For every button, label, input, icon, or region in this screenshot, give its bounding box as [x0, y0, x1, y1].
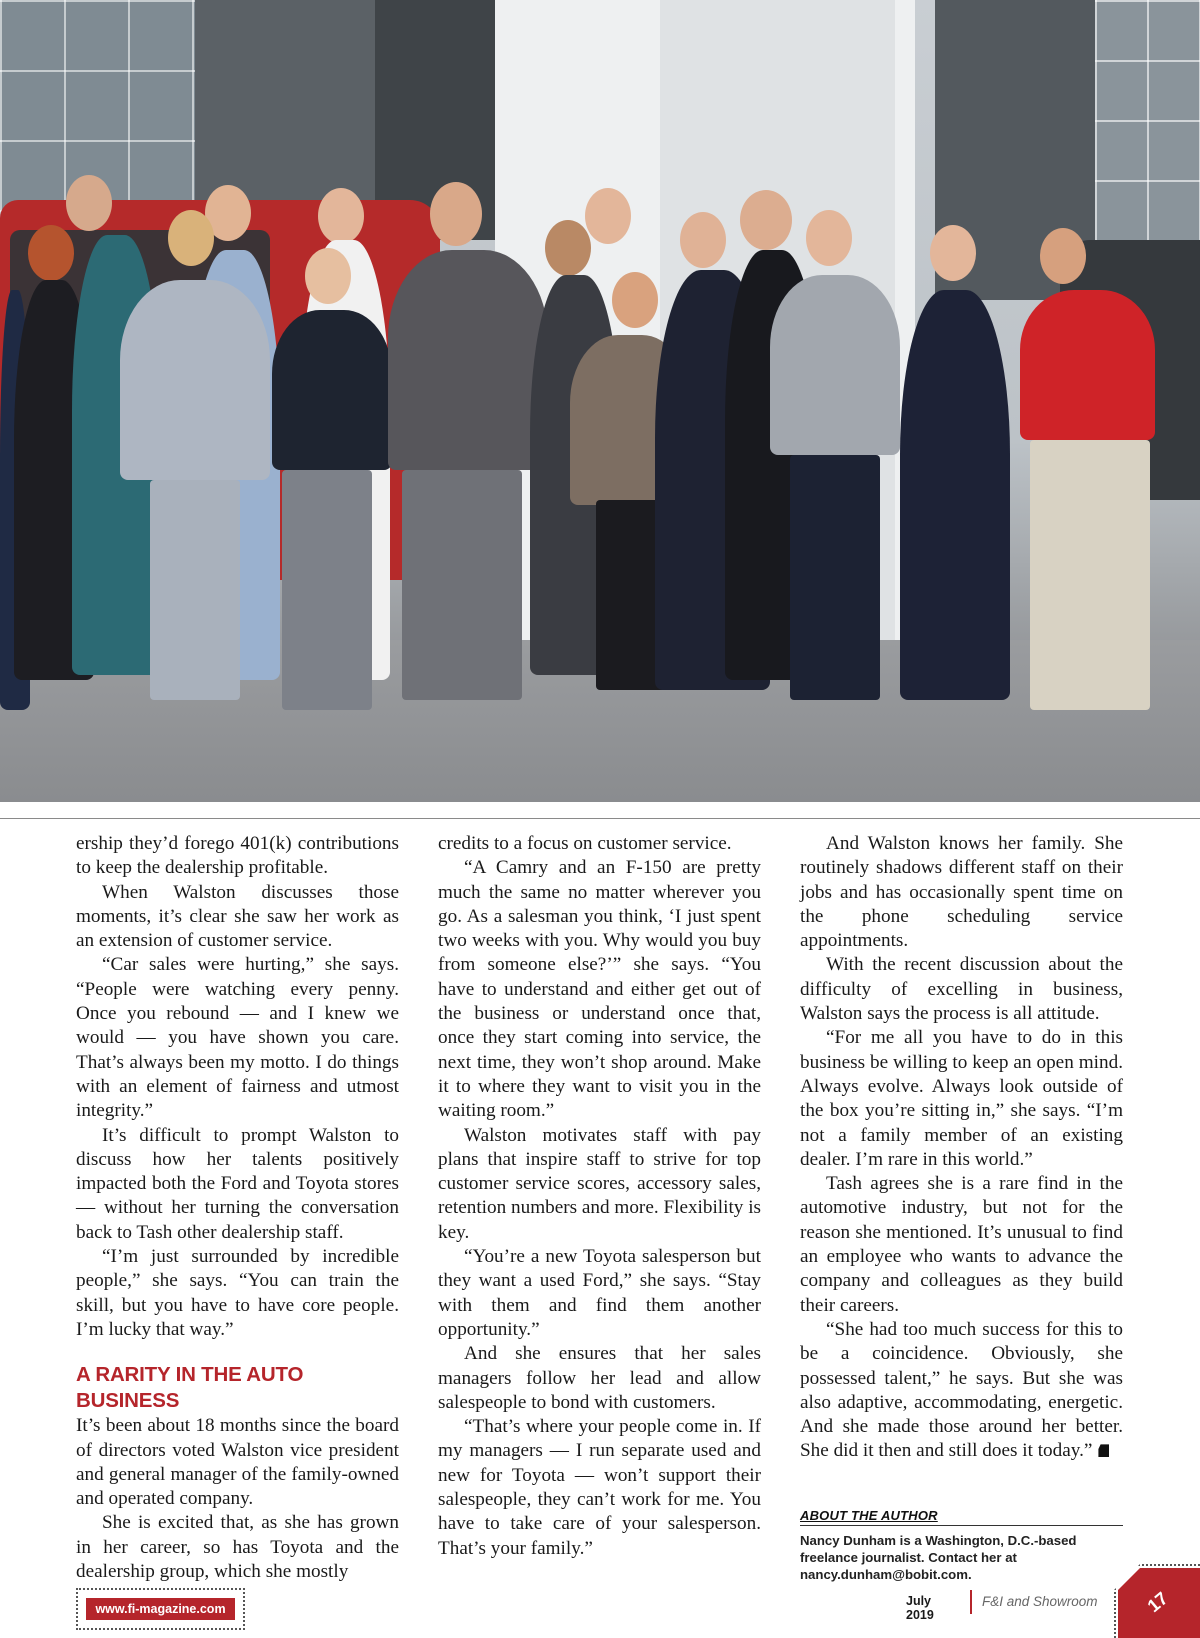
person: [388, 250, 548, 470]
paragraph: And she ensures that her sales managers follow her lead and allow salespeople to bond with customers.: [438, 1343, 761, 1413]
person-head: [545, 220, 591, 276]
person-legs: [1030, 440, 1150, 710]
person: [770, 275, 900, 455]
about-the-author: [800, 1508, 1123, 1583]
footer-date: July 2019: [906, 1594, 934, 1622]
paragraph: It’s difficult to prompt Walston to discuss how her talents positively impacted both the Ford and Toyota stores — without her turning the conversation back to Tash other dealership staff.: [76, 1124, 399, 1243]
person-legs: [150, 480, 240, 700]
about-title: ABOUT THE AUTHOR: [800, 1508, 1123, 1526]
paragraph-text: “She had too much success for this to be a coincidence. Obviously, she possessed talent,” he says. But she was also adaptive, accommodating, energetic. And she made those around her better. She did it then and still does it today.”: [800, 1318, 1123, 1462]
person-legs: [790, 455, 880, 700]
person-head: [1040, 228, 1086, 284]
paragraph: “Car sales were hurting,” she says. “People were watching every penny. Once you rebound — and I knew we would — you have shown you care. That’s always been my motto. I do things with an element of fairness and utmost integrity.”: [76, 954, 399, 1122]
paragraph: She is excited that, as she has grown in her career, so has Toyota and the dealership group, which she mostly: [76, 1512, 399, 1583]
person-head: [930, 225, 976, 281]
paragraph: credits to a focus on customer service.: [438, 833, 732, 854]
end-mark-icon: [1098, 1444, 1109, 1457]
footer-divider: [970, 1590, 972, 1614]
paragraph: “I’m just surrounded by incredible people,” she says. “You can train the skill, but you have to have core people. I’m lucky that way.”: [76, 1246, 399, 1340]
paragraph: “A Camry and an F-150 are pretty much the same no matter wherever you go. As a salesman you think, ‘I just spent two weeks with you. Why would you buy from someone else?’” she says. “You have to understand and either get out of the business or understand once that, once they start coming into service, the next time, they won’t shop around. Make it to where they want to visit you in the waiting room.”: [438, 857, 761, 1122]
paragraph: “That’s where your people come in. If my managers — I run separate used and new for Toyota — won’t support their salespeople, they can’t work for me. You have to take care of your salesperson. That’s your family.”: [438, 1416, 761, 1559]
footer-magazine-name: F&I and Showroom: [982, 1594, 1098, 1609]
paragraph: “You’re a new Toyota salesperson but they want a used Ford,” she says. “Stay with them and find them another opportunity.”: [438, 1246, 761, 1340]
paragraph: “For me all you have to do in this business be willing to keep an open mind. Always evolve. Always look outside of the box you’re sitting in,” she says. “I’m not a family member of an existing dealer. I’m rare in this world.”: [800, 1027, 1123, 1170]
section-subhead: A RARITY IN THE AUTO BUSINESS: [76, 1363, 304, 1413]
paragraph: With the recent discussion about the difficulty of excelling in business, Walston says the process is all attitude.: [800, 954, 1123, 1025]
paragraph: [800, 1318, 1123, 1464]
person: [1020, 290, 1155, 440]
paragraph: It’s been about 18 months since the board of directors voted Walston vice president and general manager of the family-owned and operated company.: [76, 1415, 399, 1510]
paragraph: Walston motivates staff with pay plans that inspire staff to strive for top customer service scores, accessory sales, retention numbers and more. Flexibility is key.: [438, 1124, 761, 1243]
person-head: [740, 190, 792, 250]
person-head: [430, 182, 482, 246]
page-number: 17: [1143, 1588, 1172, 1617]
person-head: [305, 248, 351, 304]
staff-group-photo: [0, 0, 1200, 802]
person-legs: [402, 470, 522, 700]
person-head: [680, 212, 726, 268]
article-column-2: [438, 832, 761, 1561]
paragraph: When Walston discusses those moments, it’s clear she saw her work as an extension of customer service.: [76, 881, 399, 952]
section-divider: [0, 818, 1200, 819]
person-head: [585, 188, 631, 244]
person-head: [168, 210, 214, 266]
article-column-1: [76, 832, 399, 1584]
person: [120, 280, 270, 480]
paragraph: ership they’d forego 401(k) contributions to keep the dealership profitable.: [76, 833, 399, 879]
person: [900, 290, 1010, 700]
footer-url-box[interactable]: [76, 1588, 245, 1630]
person-head: [612, 272, 658, 328]
person-head: [806, 210, 852, 266]
person-head: [66, 175, 112, 231]
footer-url-link[interactable]: www.fi-magazine.com: [86, 1598, 235, 1620]
person-head: [28, 225, 74, 281]
person-legs: [282, 470, 372, 710]
building-windows-right: [1095, 0, 1200, 240]
person-head: [318, 188, 364, 244]
person: [272, 310, 392, 470]
paragraph: And Walston knows her family. She routinely shadows different staff on their jobs and has occasionally spent time on the phone scheduling service appointments.: [800, 833, 1123, 952]
article-column-3: [800, 832, 1123, 1464]
about-text: Nancy Dunham is a Washington, D.C.-based freelance journalist. Contact her at nancy.dunham@bobit.com.: [800, 1533, 1077, 1582]
paragraph: Tash agrees she is a rare find in the automotive industry, but not for the reason she mentioned. It’s unusual to find an employee who wants to advance the company and colleagues as they build their careers.: [800, 1173, 1123, 1316]
